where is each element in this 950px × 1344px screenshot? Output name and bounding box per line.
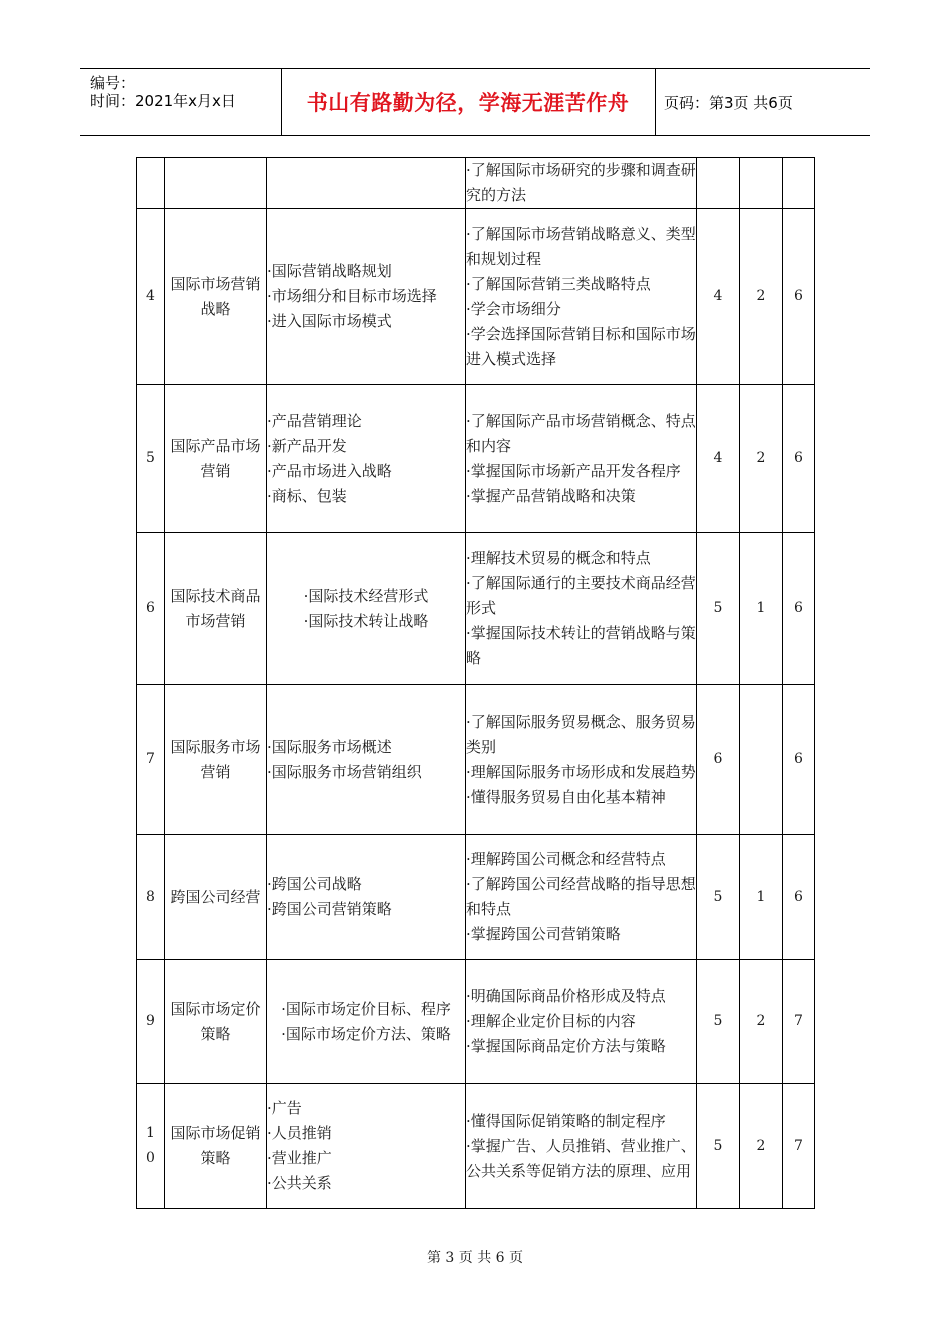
chapter-requirements — [466, 1084, 697, 1209]
requirement-item: ·了解国际产品市场营销概念、特点和内容 — [466, 411, 696, 455]
chapter-number: 5 — [137, 385, 165, 533]
chapter-number: 10 — [137, 1084, 165, 1209]
practice-hours: 1 — [740, 835, 783, 960]
content-item: ·国际市场定价方法、策略 — [281, 1024, 451, 1043]
header-page-label: 页码：第3页 共6页 — [664, 93, 793, 112]
total-hours: 6 — [783, 685, 815, 835]
chapter-number: 9 — [137, 960, 165, 1084]
content-item: ·国际技术经营形式 — [303, 586, 429, 605]
content-item: ·国际市场定价目标、程序 — [281, 999, 451, 1018]
chapter-content — [267, 1084, 466, 1209]
chapter-content — [267, 835, 466, 960]
chapter-title: 国际市场营销战略 — [165, 209, 267, 385]
chapter-title — [165, 158, 267, 209]
table-row — [137, 209, 815, 385]
lecture-hours: 5 — [697, 835, 740, 960]
total-hours: 7 — [783, 960, 815, 1084]
practice-hours: 2 — [740, 1084, 783, 1209]
requirement-item: ·了解国际营销三类战略特点 — [466, 274, 651, 293]
requirement-item: ·了解国际通行的主要技术商品经营形式 — [466, 574, 696, 617]
lecture-hours: 6 — [697, 685, 740, 835]
content-item: ·跨国公司营销策略 — [267, 900, 392, 918]
requirement-item: ·了解国际服务贸易概念、服务贸易类别 — [466, 712, 696, 756]
lecture-hours: 4 — [697, 385, 740, 533]
requirement-item: ·明确国际商品价格形成及特点 — [466, 987, 666, 1005]
content-item: ·广告 — [267, 1099, 302, 1117]
chapter-requirements — [466, 960, 697, 1084]
requirement-item: ·掌握广告、人员推销、营业推广、公共关系等促销方法的原理、应用 — [466, 1136, 696, 1180]
chapter-requirements — [466, 209, 697, 385]
total-hours: 6 — [783, 385, 815, 533]
chapter-requirements — [466, 533, 697, 685]
requirement-item: ·懂得服务贸易自由化基本精神 — [466, 787, 666, 806]
content-item: ·产品营销理论 — [267, 411, 362, 430]
requirement-item: ·理解跨国公司概念和经营特点 — [466, 850, 666, 868]
total-hours: 6 — [783, 533, 815, 685]
header-code-label: 编号： — [90, 74, 136, 92]
chapter-requirements — [466, 835, 697, 960]
total-hours — [783, 158, 815, 209]
table-row — [137, 158, 815, 209]
lecture-hours — [697, 158, 740, 209]
chapter-number: 4 — [137, 209, 165, 385]
table-row — [137, 385, 815, 533]
practice-hours — [740, 158, 783, 209]
chapter-content — [267, 209, 466, 385]
table-row — [137, 960, 815, 1084]
requirement-item: ·理解国际服务市场形成和发展趋势 — [466, 762, 696, 781]
requirement-item: ·了解国际市场营销战略意义、类型和规划过程 — [466, 224, 696, 268]
requirement-item: ·掌握国际技术转让的营销战略与策略 — [466, 624, 696, 667]
practice-hours — [740, 685, 783, 835]
chapter-title: 国际市场促销策略 — [165, 1084, 267, 1209]
header-time-label: 时间：2021年x月x日 — [90, 92, 236, 110]
chapter-requirements — [466, 685, 697, 835]
header-divider-right — [655, 68, 656, 136]
chapter-number: 7 — [137, 685, 165, 835]
practice-hours: 1 — [740, 533, 783, 685]
content-item: ·国际服务市场营销组织 — [267, 762, 422, 781]
requirement-item: ·掌握跨国公司营销策略 — [466, 925, 621, 943]
requirement-item: ·懂得国际促销策略的制定程序 — [466, 1111, 666, 1130]
header-motto: 书山有路勤为径，学海无涯苦作舟 — [306, 91, 630, 115]
table-row — [137, 533, 815, 685]
total-hours: 6 — [783, 835, 815, 960]
requirement-item: ·理解企业定价目标的内容 — [466, 1012, 636, 1030]
chapter-content — [267, 533, 466, 685]
content-item: ·产品市场进入战略 — [267, 461, 392, 480]
content-item: ·公共关系 — [267, 1174, 332, 1192]
content-item: ·新产品开发 — [267, 436, 347, 455]
practice-hours: 2 — [740, 960, 783, 1084]
chapter-title: 国际产品市场营销 — [165, 385, 267, 533]
requirement-item: ·学会市场细分 — [466, 299, 561, 318]
content-item: ·人员推销 — [267, 1124, 332, 1142]
chapter-title: 国际技术商品市场营销 — [165, 533, 267, 685]
chapter-content — [267, 158, 466, 209]
table-row — [137, 1084, 815, 1209]
requirement-item: ·了解国际市场研究的步骤和调查研究的方法 — [466, 161, 696, 204]
practice-hours: 2 — [740, 385, 783, 533]
lecture-hours: 5 — [697, 533, 740, 685]
chapter-number: 6 — [137, 533, 165, 685]
content-item: ·国际服务市场概述 — [267, 737, 392, 756]
total-hours: 7 — [783, 1084, 815, 1209]
requirement-item: ·了解跨国公司经营战略的指导思想和特点 — [466, 875, 696, 918]
content-item: ·市场细分和目标市场选择 — [267, 287, 437, 305]
chapter-number: 8 — [137, 835, 165, 960]
chapter-content — [267, 385, 466, 533]
table-row — [137, 685, 815, 835]
chapter-title: 国际市场定价策略 — [165, 960, 267, 1084]
chapter-content — [267, 685, 466, 835]
page-footer: 第 3 页 共 6 页 — [426, 1250, 524, 1266]
chapter-content — [267, 960, 466, 1084]
chapter-title: 跨国公司经营 — [165, 835, 267, 960]
content-item: ·进入国际市场模式 — [267, 312, 392, 330]
course-schedule-table — [136, 157, 815, 1209]
requirement-item: ·掌握产品营销战略和决策 — [466, 486, 636, 505]
requirement-item: ·学会选择国际营销目标和国际市场进入模式选择 — [466, 324, 696, 368]
chapter-requirements — [466, 158, 697, 209]
table-row — [137, 835, 815, 960]
requirement-item: ·理解技术贸易的概念和特点 — [466, 549, 651, 567]
lecture-hours: 5 — [697, 1084, 740, 1209]
content-item: ·国际营销战略规划 — [267, 262, 392, 280]
lecture-hours: 4 — [697, 209, 740, 385]
requirement-item: ·掌握国际商品定价方法与策略 — [466, 1037, 666, 1055]
lecture-hours: 5 — [697, 960, 740, 1084]
chapter-title: 国际服务市场营销 — [165, 685, 267, 835]
content-item: ·营业推广 — [267, 1149, 332, 1167]
chapter-number — [137, 158, 165, 209]
content-item: ·商标、包装 — [267, 486, 347, 505]
total-hours: 6 — [783, 209, 815, 385]
content-item: ·国际技术转让战略 — [303, 611, 429, 630]
content-item: ·跨国公司战略 — [267, 875, 362, 893]
requirement-item: ·掌握国际市场新产品开发各程序 — [466, 461, 681, 480]
practice-hours: 2 — [740, 209, 783, 385]
chapter-requirements — [466, 385, 697, 533]
